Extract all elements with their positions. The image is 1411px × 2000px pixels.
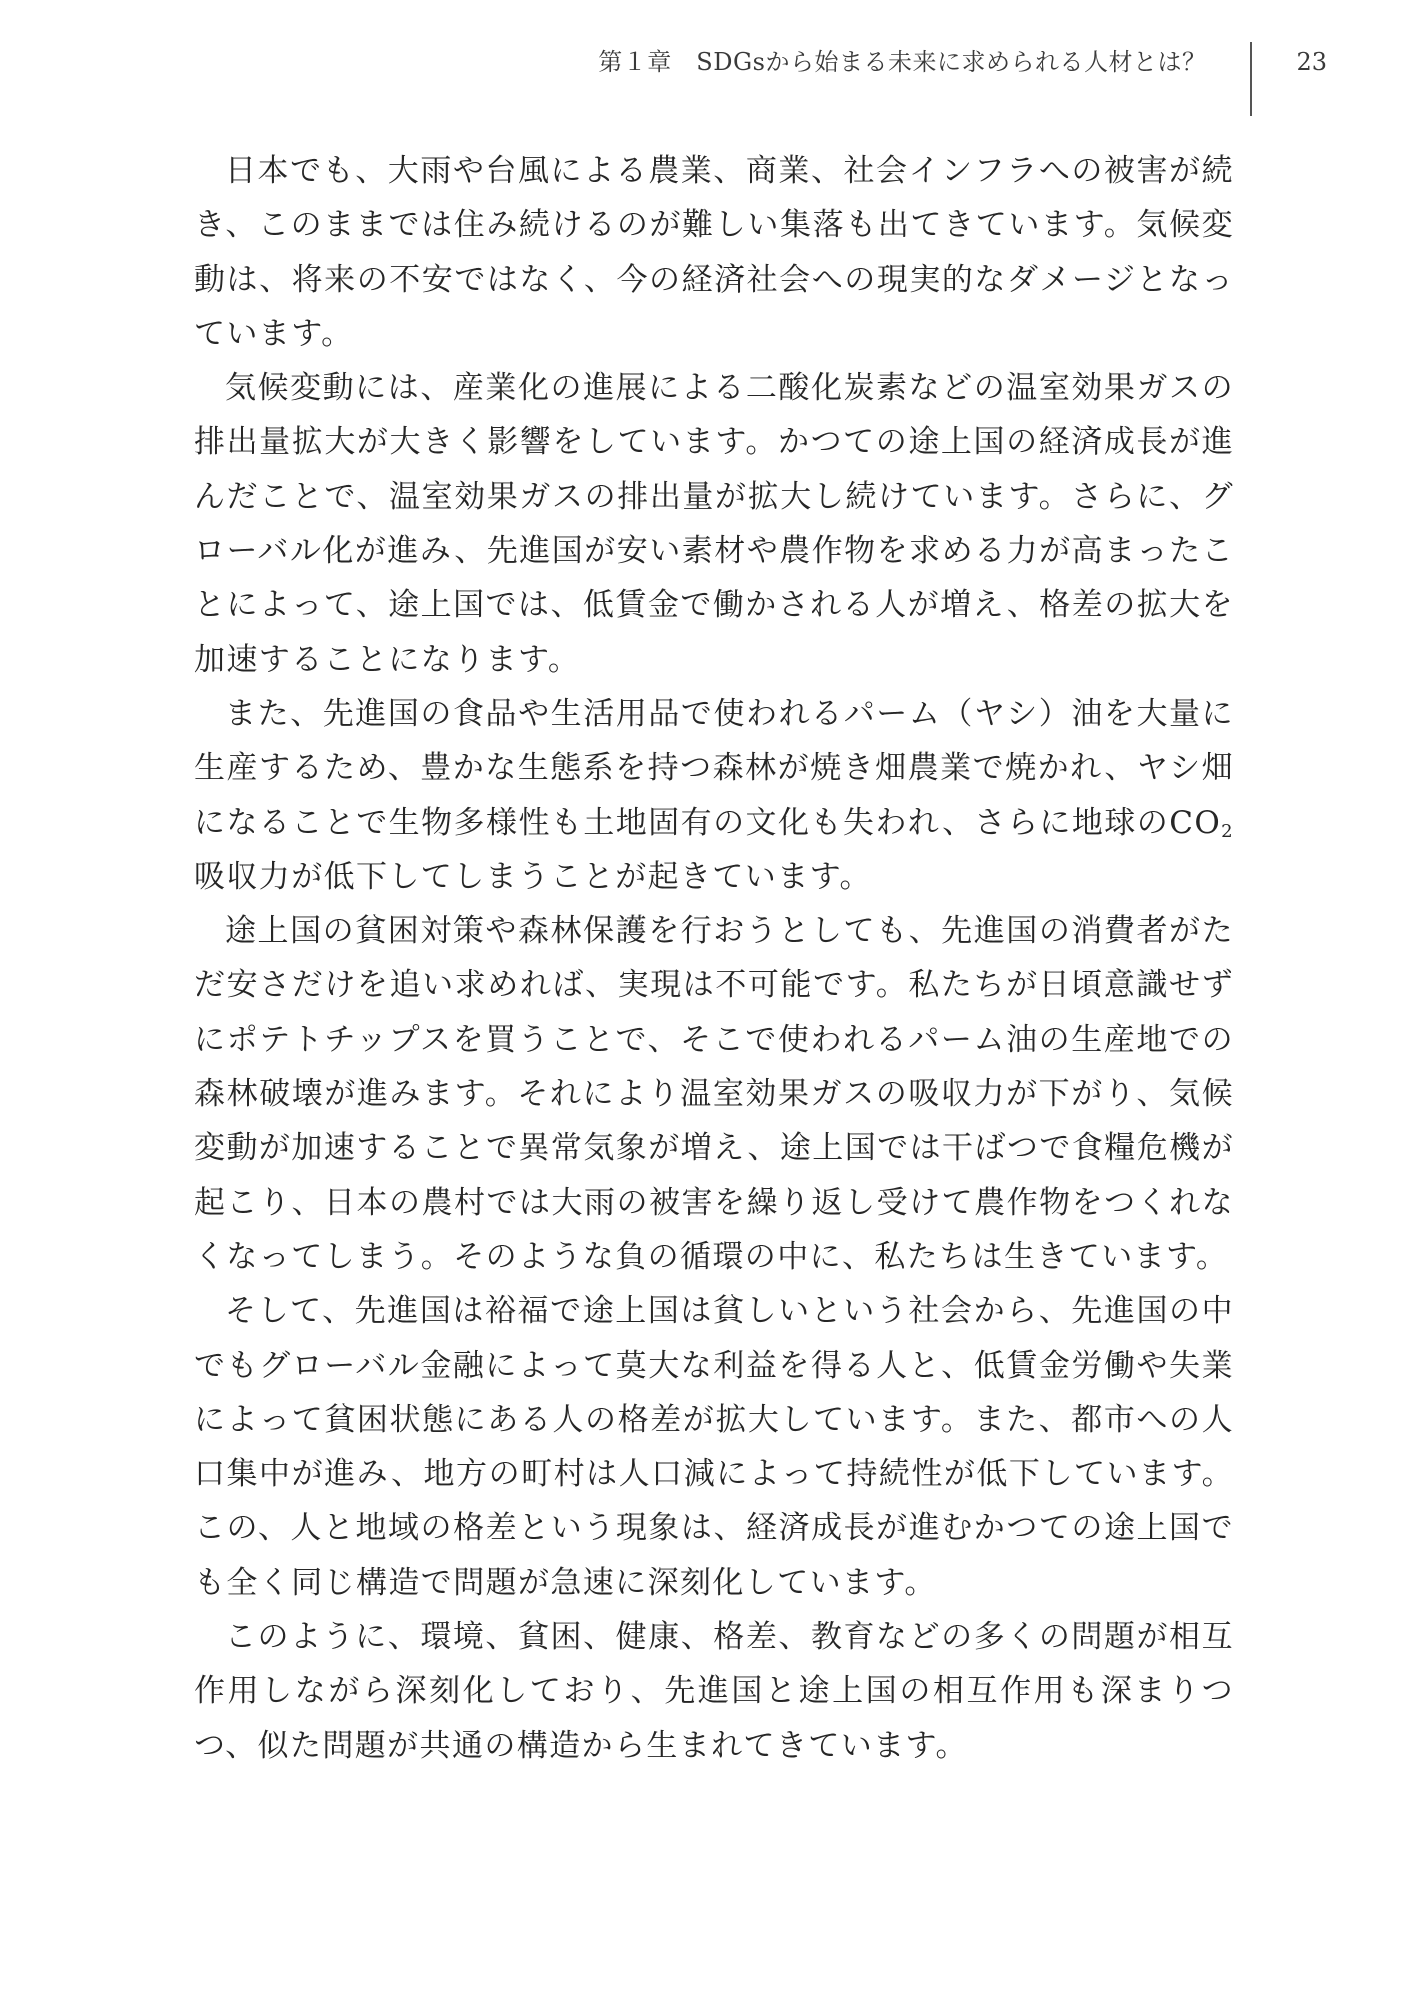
- chapter-title: 第１章 SDGsから始まる未来に求められる人材とは？: [598, 48, 1207, 76]
- paragraph-text: また、先進国の食品や生活用品で使われるパーム（ヤシ）油を大量に生産するため、豊かな生態系を持つ森林が焼き畑農業で焼かれ、ヤシ畑になることで生物多様性も土地固有の文化も失われ、さらに地球のCO: [194, 695, 1234, 841]
- paragraph: そして、先進国は裕福で途上国は貧しいという社会から、先進国の中でもグローバル金融によって莫大な利益を得る人と、低賃金労働や失業によって貧困状態にある人の格差が拡大しています。また、都市への人口集中が進み、地方の町村は人口減によって持続性が低下しています。この、人と地域の格差という現象は、経済成長が進むかつての途上国でも全く同じ構造で問題が急速に深刻化しています。: [194, 1293, 1234, 1601]
- header-divider: [1250, 42, 1252, 116]
- subscript-two: 2: [1221, 820, 1234, 842]
- paragraph: 日本でも、大雨や台風による農業、商業、社会インフラへの被害が続き、このままでは住み続けるのが難しい集落も出てきています。気候変動は、将来の不安ではなく、今の経済社会への現実的なダメージとなっています。: [194, 153, 1234, 352]
- page-number: 23: [1296, 48, 1327, 76]
- paragraph-text: 吸収力が低下してしまうことが起きています。: [194, 858, 872, 895]
- paragraph: [194, 687, 1234, 904]
- paragraph: このように、環境、貧困、健康、格差、教育などの多くの問題が相互作用しながら深刻化しており、先進国と途上国の相互作用も深まりつつ、似た問題が共通の構造から生まれてきています。: [194, 1619, 1234, 1764]
- paragraph: 途上国の貧困対策や森林保護を行おうとしても、先進国の消費者がただ安さだけを追い求めれば、実現は不可能です。私たちが日頃意識せずにポテトチップスを買うことで、そこで使われるパーム油の生産地での森林破壊が進みます。それにより温室効果ガスの吸収力が下がり、気候変動が加速することで異常気象が増え、途上国では干ばつで食糧危機が起こり、日本の農村では大雨の被害を繰り返し受けて農作物をつくれなくなってしまう。そのような負の循環の中に、私たちは生きています。: [194, 913, 1234, 1275]
- paragraph: 気候変動には、産業化の進展による二酸化炭素などの温室効果ガスの排出量拡大が大きく影響をしています。かつての途上国の経済成長が進んだことで、温室効果ガスの排出量が拡大し続けています。さらに、グローバル化が進み、先進国が安い素材や農作物を求める力が高まったことによって、途上国では、低賃金で働かされる人が増え、格差の拡大を加速することになります。: [194, 370, 1234, 678]
- body-text: [194, 144, 1234, 1773]
- running-header: [598, 46, 1327, 120]
